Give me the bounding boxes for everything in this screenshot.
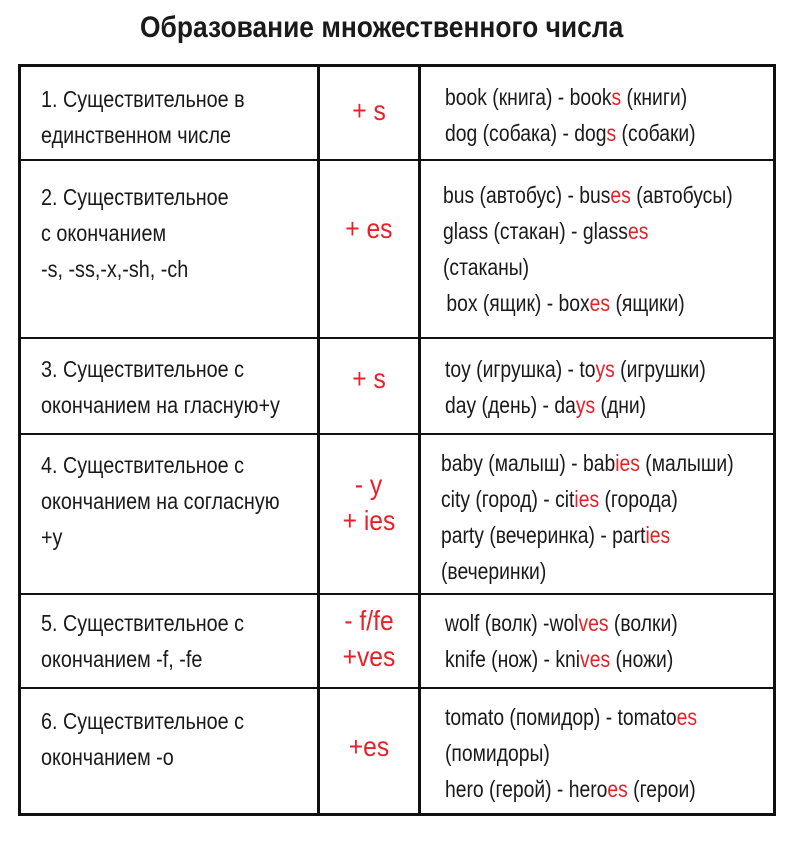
ending-line: + es (345, 213, 393, 244)
rule-description (21, 67, 317, 159)
ending-line: +ves (342, 641, 396, 672)
rule-line: 3. Существительное с (41, 356, 245, 382)
ending-rule (320, 161, 418, 337)
example-line: book (книга) - books (книги) (445, 84, 688, 110)
rule-description (21, 435, 317, 593)
rule-row-6 (21, 689, 773, 813)
rule-row-2 (21, 161, 773, 339)
rule-line: 5. Существительное с (41, 610, 245, 636)
ending-rule (320, 339, 418, 433)
example-line: bus (автобус) - buses (автобусы) (443, 182, 733, 208)
example-line: party (вечеринка) - parties (441, 522, 671, 548)
rule-description (21, 339, 317, 433)
ending-rule (320, 689, 418, 813)
ending-line: + ies (342, 505, 396, 536)
ending-rule (320, 595, 418, 687)
rule-row-3 (21, 339, 773, 435)
example-line: knife (нож) - knives (ножи) (445, 646, 674, 672)
rule-line: окончанием на согласную (41, 488, 280, 514)
examples (421, 689, 777, 813)
example-line: toy (игрушка) - toys (игрушки) (445, 356, 706, 382)
ending-line: - y (355, 469, 383, 500)
example-line: glass (стакан) - glasses (443, 218, 649, 244)
ending-rule (320, 67, 418, 159)
example-line: wolf (волк) -wolves (волки) (445, 610, 678, 636)
example-line: (помидоры) (445, 740, 550, 766)
rule-line: с окончанием (41, 220, 167, 246)
ending-line: + s (352, 95, 386, 126)
rule-line: 4. Существительное с (41, 452, 245, 478)
example-line: city (город) - cities (города) (441, 486, 678, 512)
rule-row-1 (21, 67, 773, 161)
examples (421, 595, 777, 687)
examples (421, 161, 777, 337)
rule-line: +y (41, 524, 63, 550)
rule-line: окончанием -f, -fe (41, 646, 203, 672)
rule-line: единственном числе (41, 122, 232, 148)
ending-rule (320, 435, 418, 593)
ending-line: + s (352, 363, 386, 394)
examples (421, 339, 777, 433)
example-line: day (день) - days (дни) (445, 392, 647, 418)
rule-line: окончанием -о (41, 744, 174, 770)
example-line: dog (собака) - dogs (собаки) (445, 120, 696, 146)
rule-row-5 (21, 595, 773, 689)
example-line: baby (малыш) - babies (малыши) (441, 450, 734, 476)
rule-line: -s, -ss,-x,-sh, -ch (41, 256, 189, 282)
rule-row-4 (21, 435, 773, 595)
example-line: (стаканы) (443, 254, 530, 280)
page-title: Образование множественного числа (140, 11, 624, 44)
examples (421, 435, 777, 593)
examples (421, 67, 777, 159)
example-line: tomato (помидор) - tomatoes (445, 704, 697, 730)
rule-description (21, 595, 317, 687)
example-line: box (ящик) - boxes (ящики) (446, 290, 685, 316)
example-line: hero (герой) - heroes (герои) (445, 776, 696, 802)
rule-line: 2. Существительное (41, 184, 229, 210)
rule-description (21, 689, 317, 813)
rule-line: 6. Существительное с (41, 708, 245, 734)
plural-rules-table (18, 64, 776, 816)
rule-line: окончанием на гласную+y (41, 392, 280, 418)
ending-line: - f/fe (344, 605, 394, 636)
rule-line: 1. Существительное в (41, 86, 245, 112)
example-line: (вечеринки) (441, 558, 547, 584)
ending-line: +es (348, 731, 390, 762)
rule-description (21, 161, 317, 337)
